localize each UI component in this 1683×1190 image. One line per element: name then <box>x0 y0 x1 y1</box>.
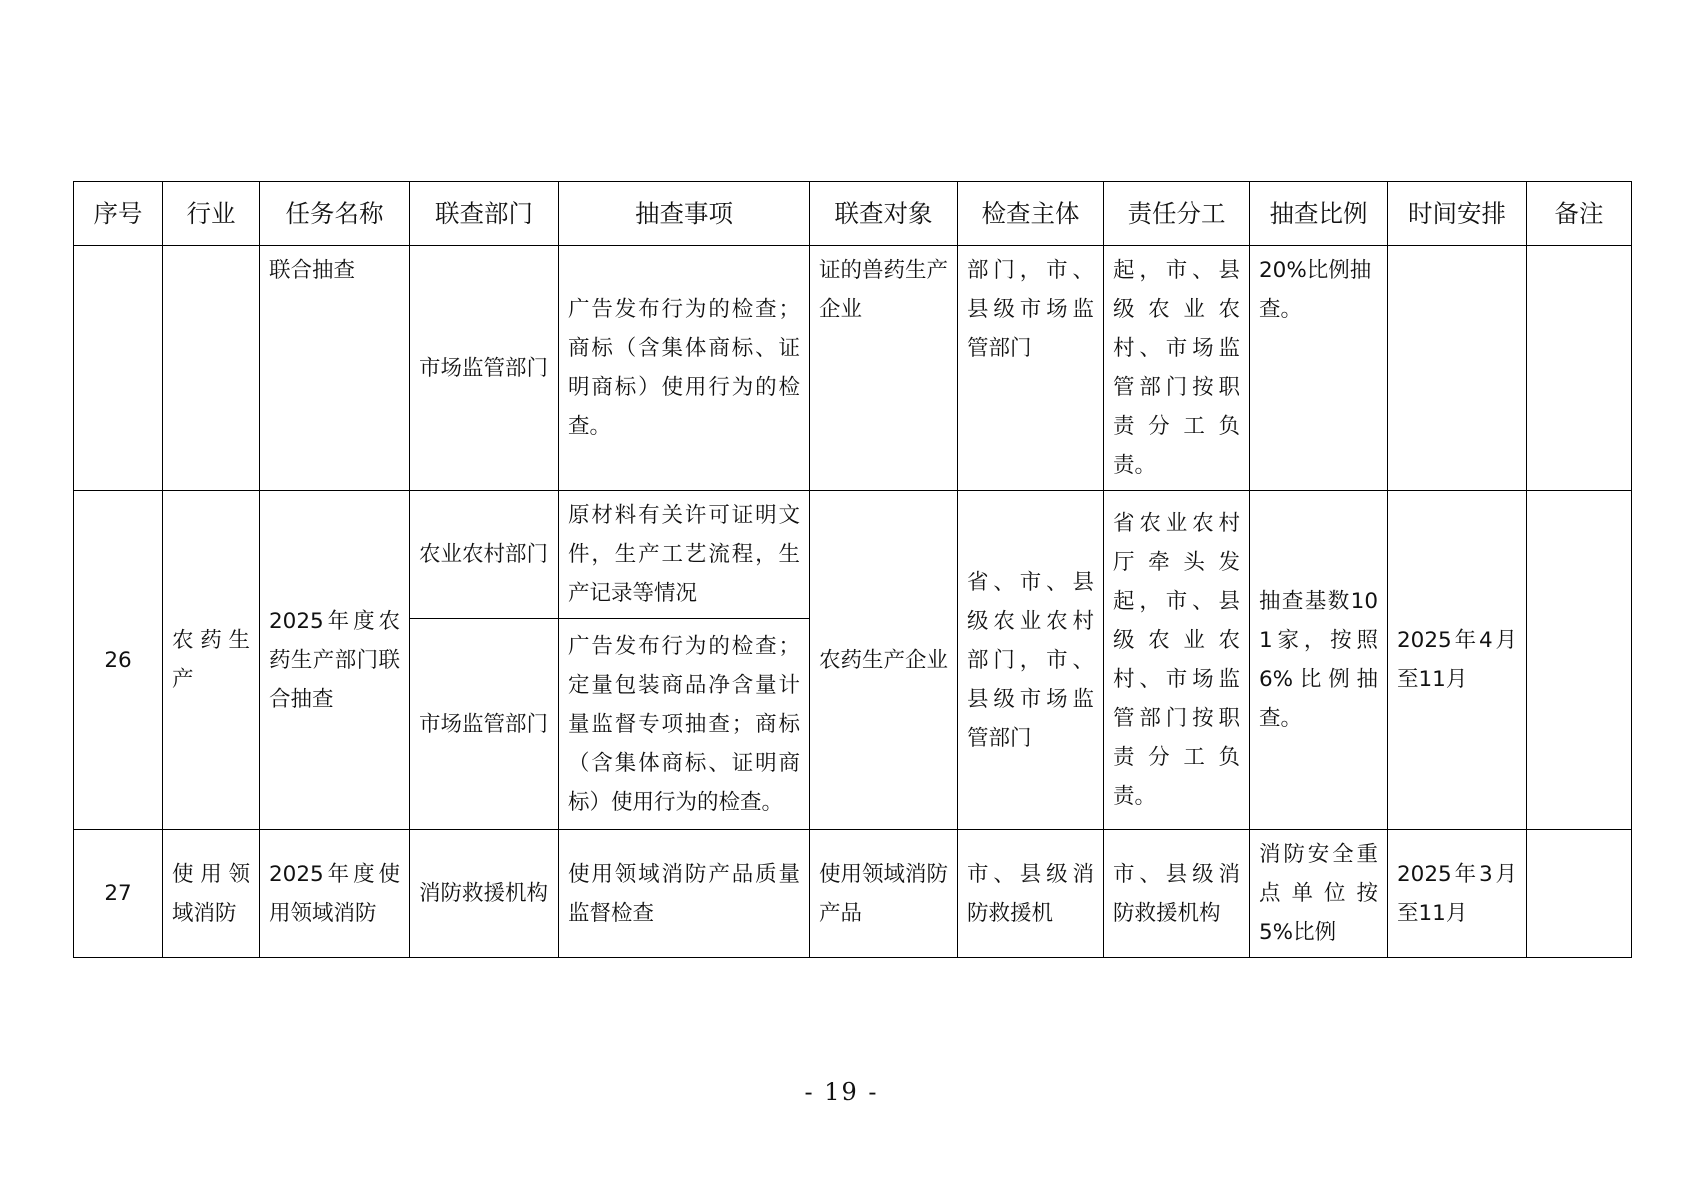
header-cell-item: 抽查事项 <box>559 182 810 246</box>
cell-item: 使用领域消防产品质量监督检查 <box>559 830 810 958</box>
cell-subject: 市、县级消防救援机 <box>958 830 1104 958</box>
cell-industry: 农药生产 <box>163 491 260 830</box>
cell-no <box>74 246 163 491</box>
cell-note <box>1527 830 1632 958</box>
cell-dept: 市场监管部门 <box>410 619 559 830</box>
cell-item: 原材料有关许可证明文件，生产工艺流程，生产记录等情况 <box>559 491 810 619</box>
header-cell-no: 序号 <box>74 182 163 246</box>
cell-task: 2025年度使用领域消防 <box>260 830 410 958</box>
cell-dept: 农业农村部门 <box>410 491 559 619</box>
header-cell-subject: 检查主体 <box>958 182 1104 246</box>
cell-duty: 省农业农村厅牵头发起，市、县级农业农村、市场监管部门按职责分工负责。 <box>1104 491 1250 830</box>
cell-subject: 部门，市、县级市场监管部门 <box>958 246 1104 491</box>
cell-ratio: 抽查基数101家，按照6%比例抽查。 <box>1250 491 1388 830</box>
header-cell-target: 联查对象 <box>810 182 958 246</box>
table-row <box>74 830 1632 958</box>
header-cell-industry: 行业 <box>163 182 260 246</box>
cell-no: 26 <box>74 491 163 830</box>
cell-time: 2025年4月至11月 <box>1388 491 1527 830</box>
cell-task: 联合抽查 <box>260 246 410 491</box>
header-cell-time: 时间安排 <box>1388 182 1527 246</box>
table-row <box>74 491 1632 619</box>
header-cell-note: 备注 <box>1527 182 1632 246</box>
cell-target: 农药生产企业 <box>810 491 958 830</box>
cell-note <box>1527 246 1632 491</box>
inspection-table <box>73 181 1632 958</box>
table-row <box>74 246 1632 491</box>
header-cell-dept: 联查部门 <box>410 182 559 246</box>
cell-target: 证的兽药生产企业 <box>810 246 958 491</box>
cell-ratio: 消防安全重点单位按5%比例 <box>1250 830 1388 958</box>
cell-dept: 消防救援机构 <box>410 830 559 958</box>
cell-time <box>1388 246 1527 491</box>
cell-duty: 起，市、县级农业农村、市场监管部门按职责分工负责。 <box>1104 246 1250 491</box>
header-cell-duty: 责任分工 <box>1104 182 1250 246</box>
cell-duty: 市、县级消防救援机构 <box>1104 830 1250 958</box>
cell-subject: 省、市、县级农业农村部门，市、县级市场监管部门 <box>958 491 1104 830</box>
cell-industry <box>163 246 260 491</box>
cell-item: 广告发布行为的检查；商标（含集体商标、证明商标）使用行为的检查。 <box>559 246 810 491</box>
table-header-row <box>74 182 1632 246</box>
cell-industry: 使用领域消防 <box>163 830 260 958</box>
header-cell-ratio: 抽查比例 <box>1250 182 1388 246</box>
cell-note <box>1527 491 1632 830</box>
cell-item: 广告发布行为的检查；定量包装商品净含量计量监督专项抽查；商标（含集体商标、证明商标）使用行为的检查。 <box>559 619 810 830</box>
page-number: - 19 - <box>804 1078 879 1106</box>
cell-task: 2025年度农药生产部门联合抽查 <box>260 491 410 830</box>
cell-dept: 市场监管部门 <box>410 246 559 491</box>
cell-time: 2025年3月至11月 <box>1388 830 1527 958</box>
cell-no: 27 <box>74 830 163 958</box>
cell-ratio: 20%比例抽查。 <box>1250 246 1388 491</box>
header-cell-task: 任务名称 <box>260 182 410 246</box>
cell-target: 使用领域消防产品 <box>810 830 958 958</box>
